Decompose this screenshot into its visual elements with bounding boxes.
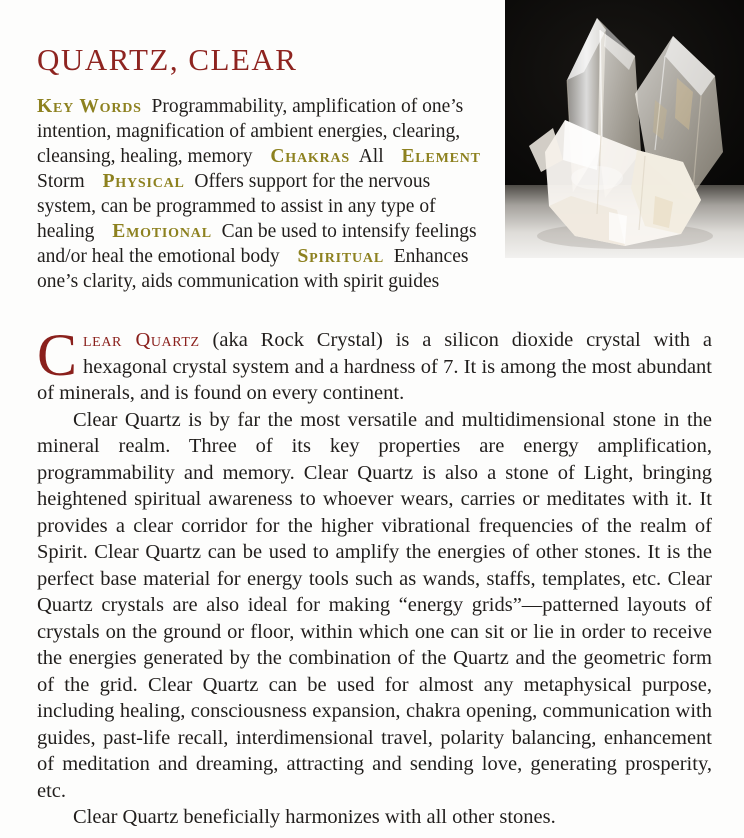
attribute-label: Element — [401, 146, 481, 167]
attribute-label: Chakras — [270, 146, 350, 167]
attribute-value: All — [358, 146, 384, 167]
attribute-label: Key Words — [37, 96, 142, 117]
attribute-value: Enhances one’s clarity, aids communication with spirit guides — [37, 246, 469, 292]
attribute-label: Spiritual — [297, 246, 384, 267]
opening-text: (aka Rock Crystal) is a silicon dioxide crystal with a hexagonal crystal system and a hardness of 7. It is among the most abundant of minerals, and is found on every continent. — [37, 329, 712, 404]
attribute-chakras — [257, 146, 383, 167]
crystal-photo — [505, 0, 744, 258]
attribute-value: Storm — [37, 171, 85, 192]
body-paragraph: Clear Quartz is by far the most versatile and multidimensional stone in the mineral realm. Three of its key properties are energy amplification, programmability and memory. Clear Quartz is also a stone of Light, bringing heightened spiritual awareness to whoever wears, carries or meditates with it. It provides a clear corridor for the higher vibrational frequencies of the realm of Spirit. Clear Quartz can be used to amplify the energies of other stones. It is the perfect base material for energy tools such as wands, staffs, templates, etc. Clear Quartz crystals are also ideal for making “energy grids”—patterned layouts of crystals on the ground or floor, within which one can sit or lie in order to receive the energies generated by the combination of the Quartz and the geometric form of the grid. Clear Quartz can be used for almost any metaphysical purpose, including healing, consciousness expansion, chakra opening, communication with guides, past-life recall, interdimensional travel, polarity balancing, enhancement of meditation and dreaming, attracting and sending love, generating prosperity, etc. — [37, 408, 712, 802]
attribute-value: Offers support for the nervous system, can be programmed to assist in any type of healing — [37, 171, 436, 242]
body-text — [37, 322, 712, 831]
page-title: QUARTZ, CLEAR — [37, 42, 298, 77]
attribute-label: Emotional — [112, 221, 212, 242]
body-paragraph: Clear Quartz beneficially harmonizes with all other stones. — [73, 806, 556, 828]
drop-cap: C — [37, 322, 78, 388]
opening-paragraph — [37, 322, 712, 407]
attribute-label: Physical — [102, 171, 185, 192]
attribute-value: Can be used to intensify feelings and/or heal the emotional body — [37, 221, 477, 267]
attribute-value: Programmability, amplification of one’s intention, magnification of ambient energies, clearing, cleansing, healing, memory — [37, 96, 464, 167]
crystal-illustration — [505, 0, 744, 258]
lead-smallcaps: lear Quartz — [83, 329, 200, 351]
